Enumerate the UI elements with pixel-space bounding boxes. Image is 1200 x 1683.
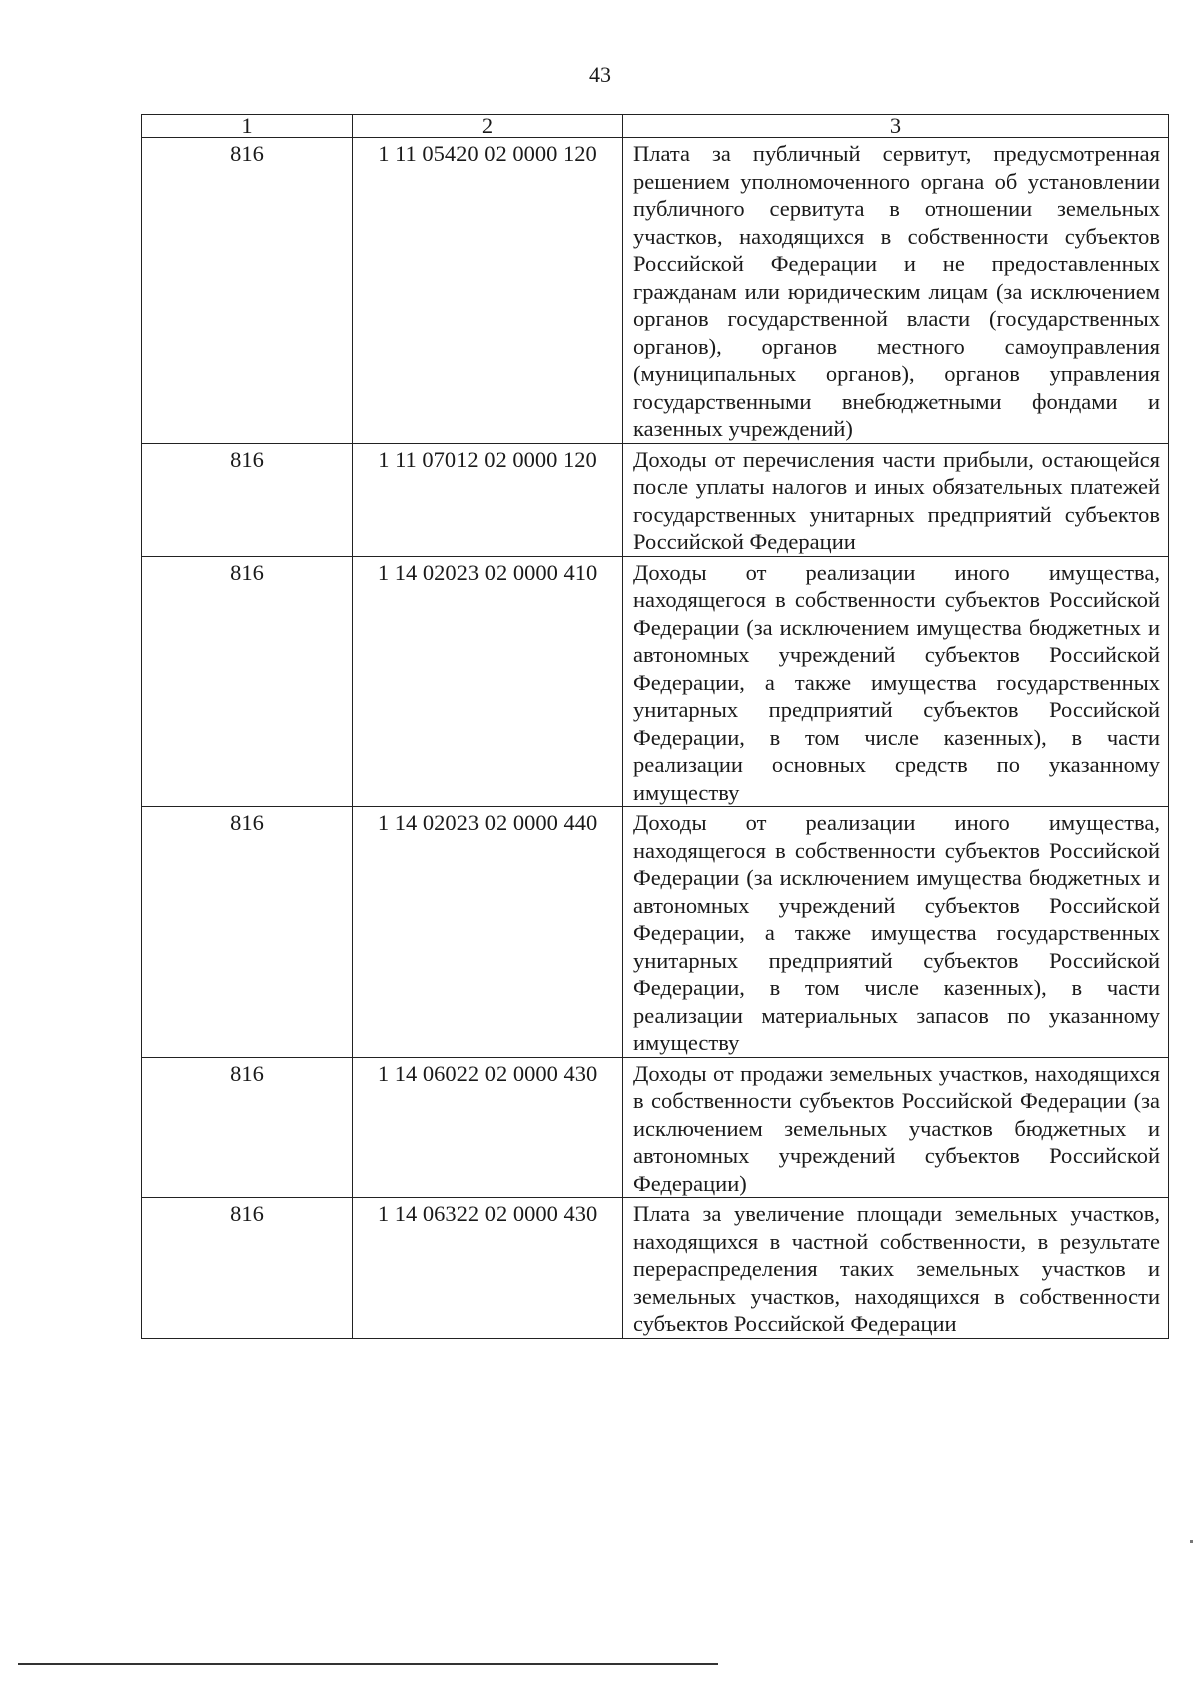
- description-cell: Плата за увеличение площади земельных участков, находящихся в частной собственности, в результате перераспределения таких земельных участков и земельных участков, находящихся в собственности субъектов Российской Федерации: [623, 1198, 1169, 1339]
- description-cell: Доходы от продажи земельных участков, находящихся в собственности субъектов Российской Федерации (за исключением земельных участков бюджетных и автономных учреждений субъектов Российской Федерации): [623, 1057, 1169, 1198]
- scan-bottom-rule: [18, 1663, 718, 1665]
- revenue-code-cell: 1 14 06322 02 0000 430: [353, 1198, 623, 1339]
- table-row: [142, 443, 1169, 556]
- description-cell: Доходы от перечисления части прибыли, остающейся после уплаты налогов и иных обязательных платежей государственных унитарных предприятий субъектов Российской Федерации: [623, 443, 1169, 556]
- admin-code-cell: 816: [142, 138, 353, 444]
- revenue-code-cell: 1 14 02023 02 0000 440: [353, 807, 623, 1058]
- table-row: [142, 138, 1169, 444]
- admin-code-cell: 816: [142, 556, 353, 807]
- description-cell: Плата за публичный сервитут, предусмотренная решением уполномоченного органа об установлении публичного сервитута в отношении земельных участков, находящихся в собственности субъектов Российской Федерации и не предоставленных гражданам или юридическим лицам (за исключением органов государственной власти (государственных органов), органов местного самоуправления (муниципальных органов), органов управления государственными внебюджетными фондами и казенных учреждений): [623, 138, 1169, 444]
- admin-code-cell: 816: [142, 443, 353, 556]
- table-row: [142, 1198, 1169, 1339]
- admin-code-cell: 816: [142, 1057, 353, 1198]
- table-row: [142, 1057, 1169, 1198]
- admin-code-cell: 816: [142, 807, 353, 1058]
- revenue-code-cell: 1 14 06022 02 0000 430: [353, 1057, 623, 1198]
- header-col-3: 3: [623, 115, 1169, 138]
- table-row: [142, 556, 1169, 807]
- page-number: 43: [589, 62, 611, 87]
- description-cell: Доходы от реализации иного имущества, находящегося в собственности субъектов Российской Федерации (за исключением имущества бюджетных и автономных учреждений субъектов Российской Федерации, а также имущества государственных унитарных предприятий субъектов Российской Федерации, в том числе казенных), в части реализации материальных запасов по указанному имуществу: [623, 807, 1169, 1058]
- revenue-code-cell: 1 14 02023 02 0000 410: [353, 556, 623, 807]
- revenue-codes-table: [141, 114, 1169, 1339]
- table-header-row: [142, 115, 1169, 138]
- description-cell: Доходы от реализации иного имущества, находящегося в собственности субъектов Российской Федерации (за исключением имущества бюджетных и автономных учреждений субъектов Российской Федерации, а также имущества государственных унитарных предприятий субъектов Российской Федерации, в том числе казенных), в части реализации основных средств по указанному имуществу: [623, 556, 1169, 807]
- header-col-1: 1: [142, 115, 353, 138]
- header-col-2: 2: [353, 115, 623, 138]
- revenue-code-cell: 1 11 05420 02 0000 120: [353, 138, 623, 444]
- scan-speck: [1190, 1540, 1193, 1543]
- admin-code-cell: 816: [142, 1198, 353, 1339]
- table-row: [142, 807, 1169, 1058]
- revenue-code-cell: 1 11 07012 02 0000 120: [353, 443, 623, 556]
